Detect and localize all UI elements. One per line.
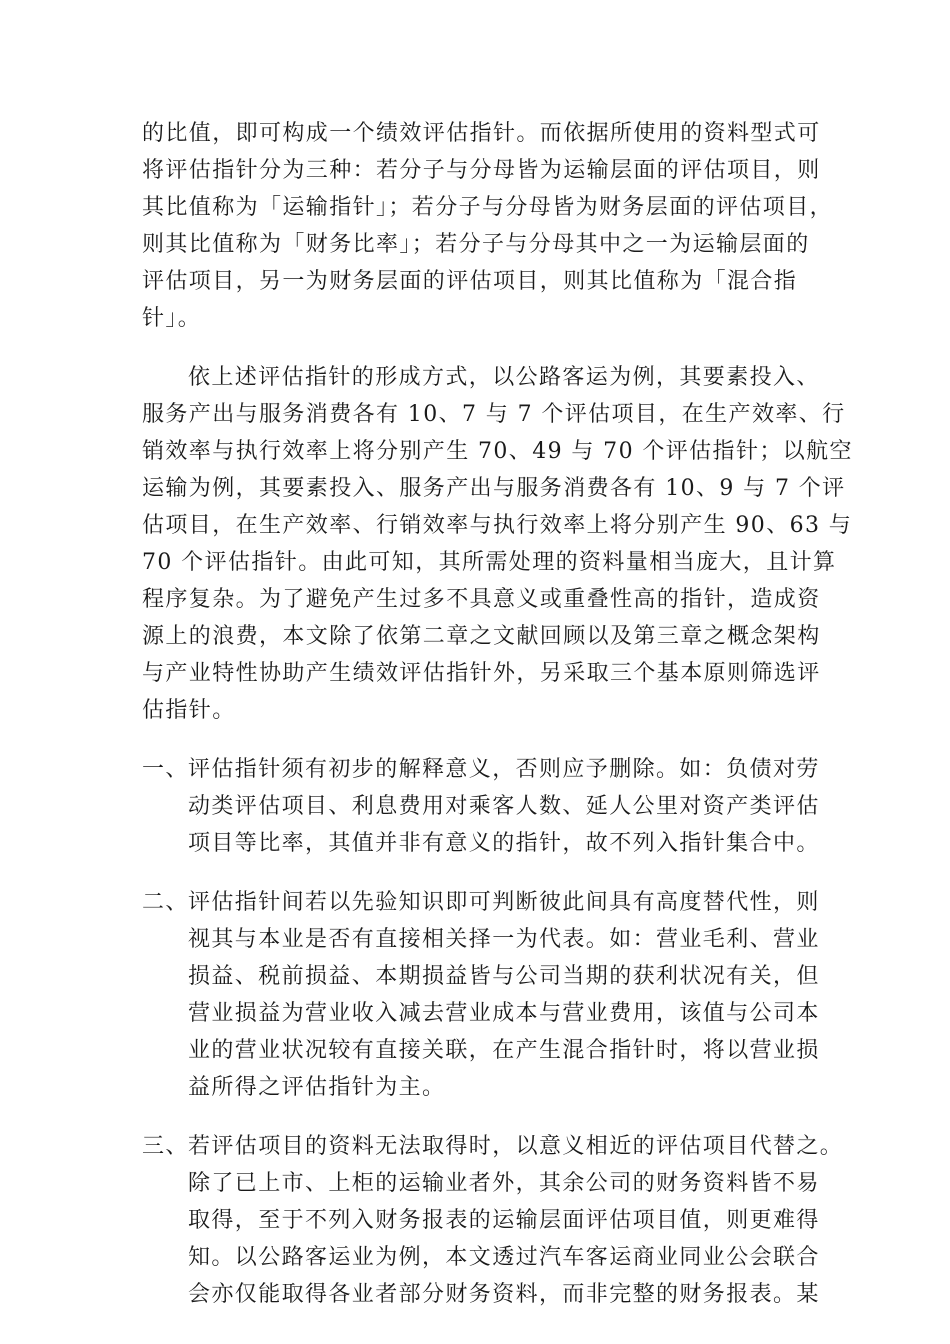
text-line: 会亦仅能取得各业者部分财务资料，而非完整的财务报表。某 [188, 1282, 820, 1307]
text-line: 的比值，即可构成一个绩效评估指针。而依据所使用的资料型式可 [142, 121, 821, 146]
text-line: 程序复杂。为了避免产生过多不具意义或重叠性高的指针，造成资 [142, 587, 821, 612]
text-line: 估项目，在生产效率、行销效率与执行效率上将分别产生 90、63 与 [142, 513, 853, 538]
text-line: 服务产出与服务消费各有 10、7 与 7 个评估项目，在生产效率、行 [142, 402, 846, 427]
text-line: 业的营业状况较有直接关联，在产生混合指针时，将以营业损 [188, 1038, 820, 1063]
text-line: 除了已上市、上柜的运输业者外，其余公司的财务资料皆不易 [188, 1171, 820, 1196]
text-line: 与产业特性协助产生绩效评估指针外，另采取三个基本原则筛选评 [142, 661, 821, 686]
text-line: 项目等比率，其值并非有意义的指针，故不列入指针集合中。 [188, 831, 820, 856]
text-line: 估指针。 [142, 698, 236, 723]
text-line: 运输为例，其要素投入、服务产出与服务消费各有 10、9 与 7 个评 [142, 476, 846, 501]
text-line: 评估指针须有初步的解释意义，否则应予删除。如：负债对劳 [188, 757, 820, 782]
text-line: 益所得之评估指针为主。 [188, 1075, 446, 1100]
list-number: 一、 [142, 757, 189, 782]
list-number: 三、 [142, 1134, 189, 1159]
text-line: 评估指针间若以先验知识即可判断彼此间具有高度替代性，则 [188, 890, 820, 915]
text-line: 源上的浪费，本文除了依第二章之文献回顾以及第三章之概念架构 [142, 624, 821, 649]
text-line: 损益、税前损益、本期损益皆与公司当期的获利状况有关，但 [188, 964, 820, 989]
text-line: 其比值称为「运输指针」；若分子与分母皆为财务层面的评估项目， [142, 195, 834, 220]
list-number: 二、 [142, 890, 189, 915]
text-line: 销效率与执行效率上将分别产生 70、49 与 70 个评估指针；以航空 [142, 439, 853, 464]
text-line: 若评估项目的资料无法取得时，以意义相近的评估项目代替之。 [188, 1134, 844, 1159]
text-line: 知。以公路客运业为例，本文透过汽车客运商业同业公会联合 [188, 1245, 820, 1270]
text-line: 动类评估项目、利息费用对乘客人数、延人公里对资产类评估 [188, 794, 820, 819]
text-line: 取得，至于不列入财务报表的运输层面评估项目值，则更难得 [188, 1208, 820, 1233]
text-line: 针」。 [142, 306, 202, 331]
text-line: 依上述评估指针的形成方式，以公路客运为例，其要素投入、 [188, 365, 820, 390]
text-line: 营业损益为营业收入减去营业成本与营业费用，该值与公司本 [188, 1001, 820, 1026]
text-line: 70 个评估指针。由此可知，其所需处理的资料量相当庞大，且计算 [142, 550, 837, 575]
text-line: 将评估指针分为三种：若分子与分母皆为运输层面的评估项目，则 [142, 158, 821, 183]
text-line: 评估项目，另一为财务层面的评估项目，则其比值称为「混合指 [142, 269, 798, 294]
text-line: 视其与本业是否有直接相关择一为代表。如：营业毛利、营业 [188, 927, 820, 952]
text-line: 则其比值称为「财务比率」；若分子与分母其中之一为运输层面的 [142, 232, 810, 257]
